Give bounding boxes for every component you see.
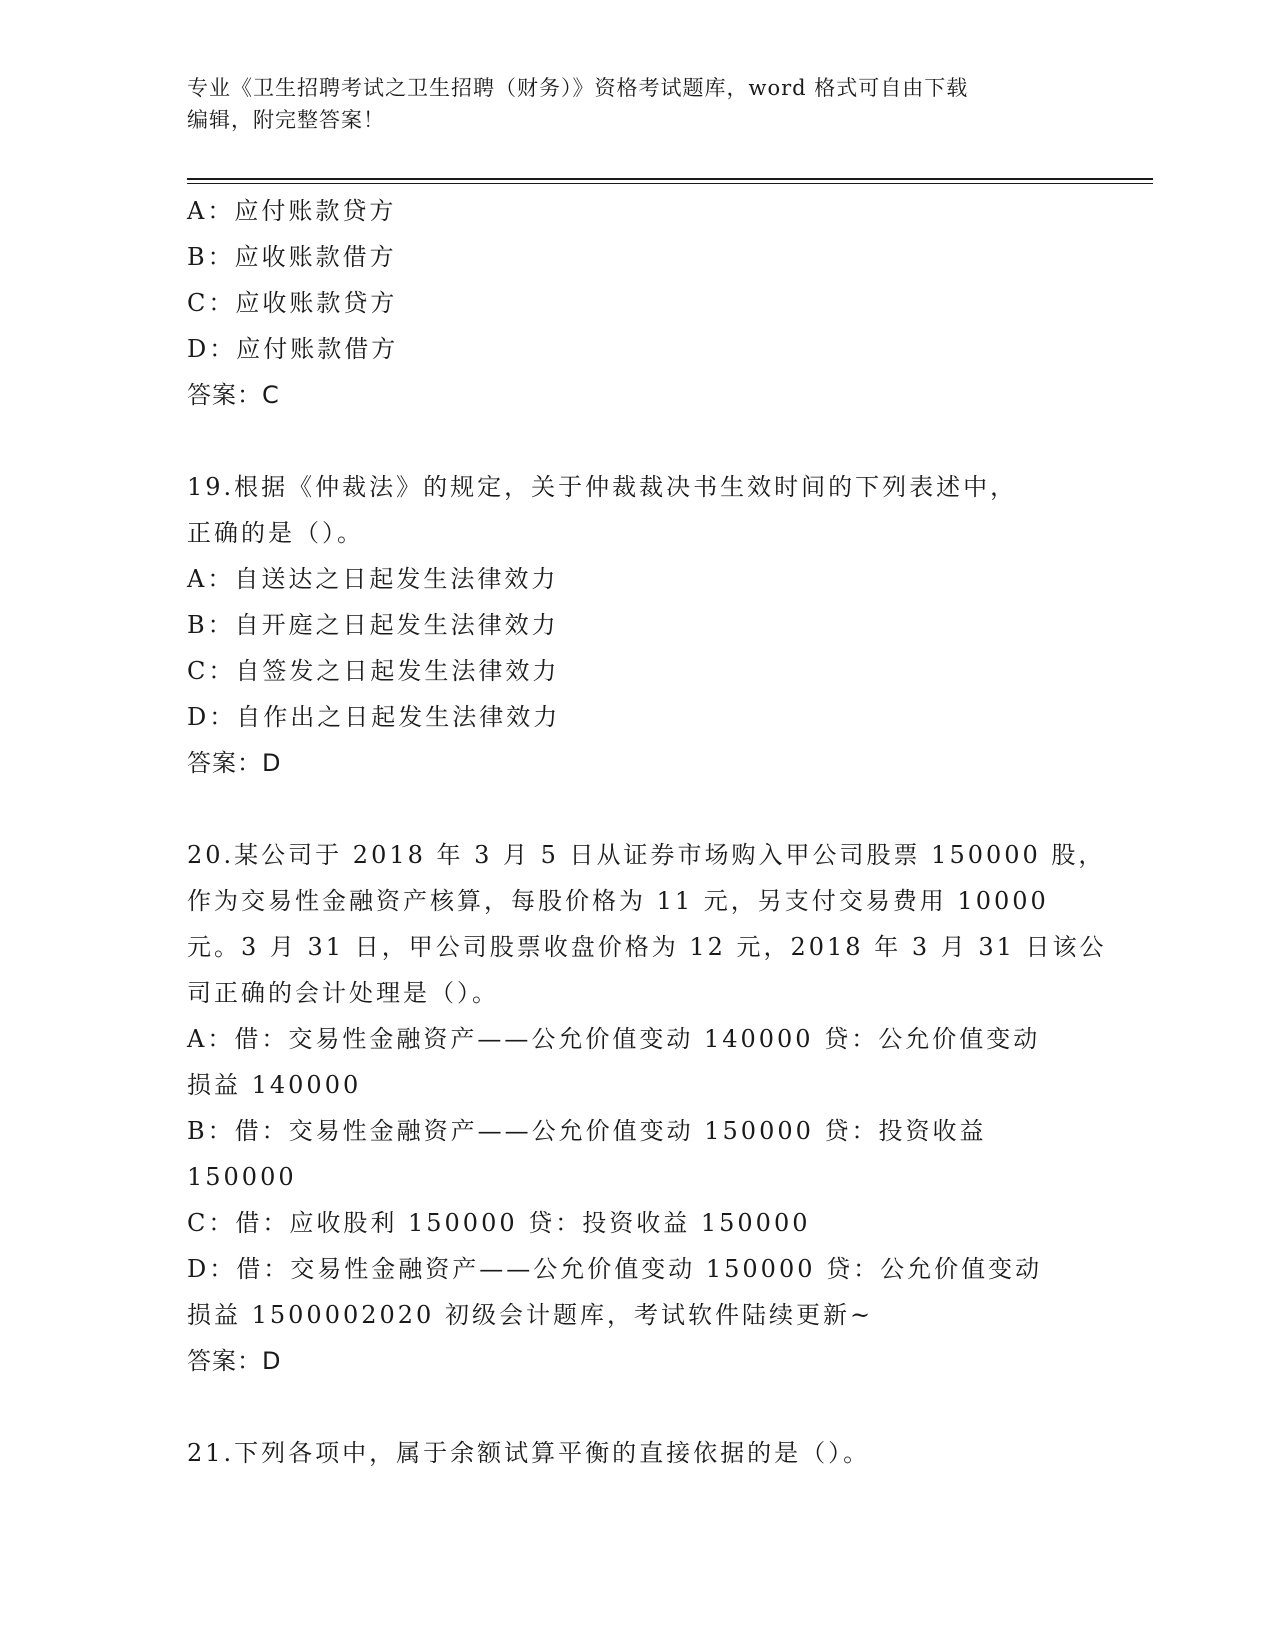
question-18-block [187, 188, 1087, 418]
option-d: D：应付账款借方 [187, 335, 399, 363]
header-divider-thin [187, 183, 1153, 184]
answer-line: 答案：D [187, 749, 282, 777]
document-header [187, 72, 1087, 136]
option-c: C：应收账款贷方 [187, 289, 398, 317]
option-c: C：自签发之日起发生法律效力 [187, 657, 560, 685]
option-a: A：借：交易性金融资产——公允价值变动 140000 贷：公允价值变动 [187, 1025, 1041, 1053]
header-divider-thick [187, 178, 1153, 180]
option-b: B：自开庭之日起发生法律效力 [187, 611, 559, 639]
option-b: B：借：交易性金融资产——公允价值变动 150000 贷：投资收益 [187, 1117, 987, 1145]
question-stem: 19.根据《仲裁法》的规定，关于仲裁裁决书生效时间的下列表述中， [187, 473, 1018, 501]
header-line-1: 专业《卫生招聘考试之卫生招聘（财务）》资格考试题库，word 格式可自由下载 [187, 76, 969, 100]
answer-line: 答案：C [187, 381, 280, 409]
spacer [187, 418, 1087, 464]
option-d: D：借：交易性金融资产——公允价值变动 150000 贷：公允价值变动 [187, 1255, 1043, 1283]
option-b-continued: 150000 [187, 1163, 297, 1191]
option-d: D：自作出之日起发生法律效力 [187, 703, 561, 731]
option-a-continued: 损益 140000 [187, 1071, 362, 1099]
answer-line: 答案：D [187, 1347, 282, 1375]
option-d-continued: 损益 1500002020 初级会计题库，考试软件陆续更新~ [187, 1301, 874, 1329]
question-21-block [187, 1430, 1087, 1476]
question-stem: 21.下列各项中，属于余额试算平衡的直接依据的是（）。 [187, 1439, 871, 1467]
question-stem: 司正确的会计处理是（）。 [187, 979, 499, 1007]
question-stem: 正确的是（）。 [187, 519, 364, 547]
question-stem: 元。3 月 31 日，甲公司股票收盘价格为 12 元，2018 年 3 月 31 日该公 [187, 933, 1107, 961]
header-line-2: 编辑，附完整答案！ [187, 108, 385, 132]
question-20-block [187, 832, 1107, 1384]
option-a: A：应付账款贷方 [187, 197, 397, 225]
question-stem: 作为交易性金融资产核算，每股价格为 11 元，另支付交易费用 10000 [187, 887, 1049, 915]
spacer [187, 1384, 1087, 1430]
option-a: A：自送达之日起发生法律效力 [187, 565, 559, 593]
option-b: B：应收账款借方 [187, 243, 397, 271]
option-c: C：借：应收股利 150000 贷：投资收益 150000 [187, 1209, 811, 1237]
spacer [187, 786, 1087, 832]
question-stem: 20.某公司于 2018 年 3 月 5 日从证券市场购入甲公司股票 150000 股， [187, 841, 1106, 869]
question-content [187, 188, 1107, 1476]
question-19-block [187, 464, 1087, 786]
